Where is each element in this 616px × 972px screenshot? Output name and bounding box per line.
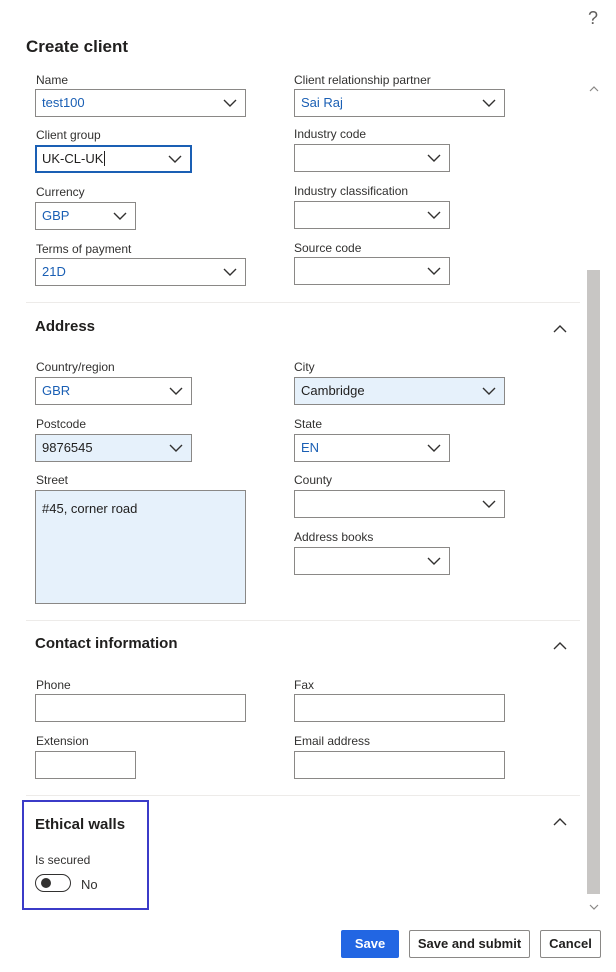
form-scroll-region xyxy=(0,72,584,914)
chevron-down-icon[interactable] xyxy=(223,267,237,277)
chevron-down-icon[interactable] xyxy=(482,98,496,108)
chevron-up-icon[interactable] xyxy=(552,638,568,648)
scroll-down-arrow-icon[interactable] xyxy=(589,898,599,906)
chevron-down-icon[interactable] xyxy=(427,266,441,276)
chevron-down-icon[interactable] xyxy=(482,386,496,396)
contact-section-title: Contact information xyxy=(35,635,178,652)
fax-label: Fax xyxy=(294,678,315,692)
help-icon[interactable]: ? xyxy=(588,8,599,28)
save-and-submit-button[interactable]: Save and submit xyxy=(409,930,530,958)
chevron-down-icon[interactable] xyxy=(482,499,496,509)
extension-input[interactable] xyxy=(35,751,136,779)
county-field[interactable] xyxy=(294,490,505,518)
highlight-box xyxy=(22,800,149,910)
chevron-down-icon[interactable] xyxy=(427,153,441,163)
chevron-down-icon[interactable] xyxy=(223,98,237,108)
address-books-label: Address books xyxy=(294,530,374,544)
postcode-value: 9876545 xyxy=(42,440,93,455)
state-value: EN xyxy=(301,440,320,455)
state-label: State xyxy=(294,417,323,431)
source-code-label: Source code xyxy=(294,241,362,255)
partner-label: Client relationship partner xyxy=(294,73,431,87)
client-group-label: Client group xyxy=(36,128,101,142)
partner-value: Sai Raj xyxy=(301,95,343,110)
country-field[interactable] xyxy=(35,377,192,405)
terms-value: 21D xyxy=(42,264,66,279)
name-field[interactable] xyxy=(35,89,246,117)
name-label: Name xyxy=(36,73,69,87)
industry-class-label: Industry classification xyxy=(294,184,409,198)
industry-code-field[interactable] xyxy=(294,144,450,172)
terms-field[interactable] xyxy=(35,258,246,286)
is-secured-label: Is secured xyxy=(35,853,91,867)
scroll-up-arrow-icon[interactable] xyxy=(589,80,599,88)
industry-code-label: Industry code xyxy=(294,127,367,141)
chevron-down-icon[interactable] xyxy=(427,556,441,566)
city-field[interactable] xyxy=(294,377,505,405)
chevron-down-icon[interactable] xyxy=(169,386,183,396)
street-value: #45, corner road xyxy=(42,501,138,516)
country-label: Country/region xyxy=(36,360,115,374)
chevron-down-icon[interactable] xyxy=(169,443,183,453)
name-value: test100 xyxy=(42,95,85,110)
city-value: Cambridge xyxy=(301,383,365,398)
chevron-up-icon[interactable] xyxy=(552,814,568,824)
email-input[interactable] xyxy=(294,751,505,779)
extension-label: Extension xyxy=(36,734,89,748)
cancel-button[interactable]: Cancel xyxy=(540,930,601,958)
phone-input[interactable] xyxy=(35,694,246,722)
postcode-label: Postcode xyxy=(36,417,87,431)
country-value: GBR xyxy=(42,383,71,398)
source-code-field[interactable] xyxy=(294,257,450,285)
dialog-title: Create client xyxy=(26,37,129,56)
chevron-down-icon[interactable] xyxy=(427,443,441,453)
save-button[interactable]: Save xyxy=(341,930,399,958)
street-label: Street xyxy=(36,473,69,487)
county-label: County xyxy=(294,473,333,487)
currency-value: GBP xyxy=(42,208,70,223)
scrollbar-thumb[interactable] xyxy=(587,270,600,894)
section-divider xyxy=(26,302,580,303)
phone-label: Phone xyxy=(36,678,71,692)
city-label: City xyxy=(294,360,315,374)
email-label: Email address xyxy=(294,734,371,748)
chevron-down-icon[interactable] xyxy=(427,210,441,220)
street-textarea[interactable] xyxy=(35,490,246,604)
address-books-field[interactable] xyxy=(294,547,450,575)
chevron-down-icon[interactable] xyxy=(168,154,182,164)
postcode-field[interactable] xyxy=(35,434,192,462)
client-group-field[interactable] xyxy=(35,145,192,173)
address-section-title: Address xyxy=(35,318,96,335)
currency-label: Currency xyxy=(36,185,85,199)
section-divider xyxy=(26,620,580,621)
currency-field[interactable] xyxy=(35,202,136,230)
chevron-up-icon[interactable] xyxy=(552,321,568,331)
terms-label: Terms of payment xyxy=(36,242,132,256)
fax-input[interactable] xyxy=(294,694,505,722)
industry-class-field[interactable] xyxy=(294,201,450,229)
client-group-value: UK-CL-UK xyxy=(42,151,104,166)
ethical-walls-section-title: Ethical walls xyxy=(35,816,126,833)
chevron-down-icon[interactable] xyxy=(113,211,127,221)
state-field[interactable] xyxy=(294,434,450,462)
section-divider xyxy=(26,795,580,796)
is-secured-value: No xyxy=(81,877,98,892)
partner-field[interactable] xyxy=(294,89,505,117)
